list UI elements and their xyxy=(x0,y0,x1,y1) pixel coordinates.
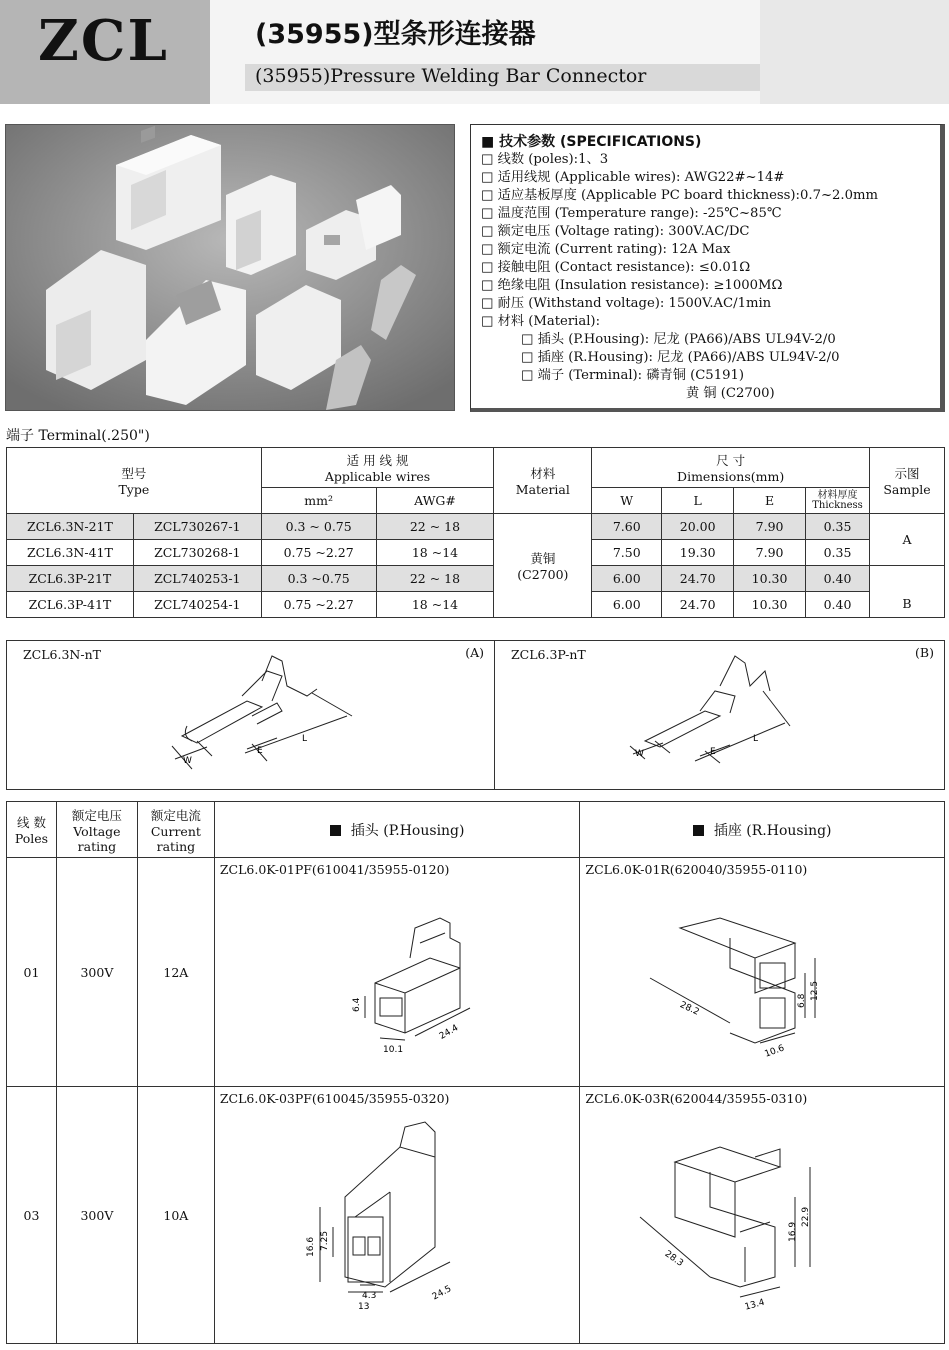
col-p-housing: 插头 (P.Housing) xyxy=(214,802,580,858)
page-title-en: (35955)Pressure Welding Bar Connector xyxy=(255,65,647,87)
spec-material-r-housing: □ 插座 (R.Housing): 尼龙 (PA66)/ABS UL94V-2/0 xyxy=(521,350,840,365)
dim-w-label: W xyxy=(183,756,192,766)
spec-insulation-resistance: □ 绝缘电阻 (Insulation resistance): ≥1000MΩ xyxy=(481,278,783,293)
terminal-b-drawing xyxy=(495,641,944,789)
drawing-terminal-a xyxy=(6,640,495,790)
dim-p3-h1: 16.6 xyxy=(305,1236,316,1257)
drawing-terminal-b xyxy=(494,640,945,790)
spec-material: □ 材料 (Material): xyxy=(481,314,601,329)
col-mm2: mm² xyxy=(261,488,376,514)
specifications-panel xyxy=(470,124,945,412)
spec-current: □ 额定电流 (Current rating): 12A Max xyxy=(481,242,731,257)
col-dimensions: 尺 寸 Dimensions(mm) xyxy=(592,448,870,488)
col-sample: 示图 Sample xyxy=(870,448,945,514)
dim-r3-l: 28.3 xyxy=(663,1249,686,1269)
spec-voltage: □ 额定电压 (Voltage rating): 300V.AC/DC xyxy=(481,224,750,239)
drawing-a-tag: (A) xyxy=(465,645,484,660)
dim-r1-w: 10.6 xyxy=(763,1043,787,1060)
table-row: ZCL6.3N-21T ZCL730267-1 0.3 ~ 0.75 22 ~ 18 黄铜 (C2700) 7.60 20.00 7.90 0.35 A xyxy=(7,514,945,540)
col-w: W xyxy=(592,488,662,514)
p-housing-03-label: ZCL6.0K-03PF(610045/35955-0320) xyxy=(219,1091,450,1106)
table-row: ZCL6.3P-41T ZCL740254-1 0.75 ~2.27 18 ~14 6.00 24.70 10.30 0.40 xyxy=(7,592,945,618)
spec-poles: □ 线数 (poles):1、3 xyxy=(481,152,609,167)
table-row: 01 300V 12A ZCL6.0K-01PF(610041/35955-0120) 6.4 10.1 24.4 ZCL6.0K-01R(620040/35955-0110) 28.2 10.6 6.8 12.5 xyxy=(7,858,945,1087)
col-voltage: 额定电压 Voltage rating xyxy=(56,802,137,858)
sample-b-cell: B xyxy=(870,566,945,618)
dim-e-label: E xyxy=(710,747,716,757)
dim-p3-l: 24.5 xyxy=(430,1284,454,1303)
spec-withstand-voltage: □ 耐压 (Withstand voltage): 1500V.AC/1min xyxy=(481,296,772,311)
col-material: 材料 Material xyxy=(494,448,592,514)
table-row: ZCL6.3P-21T ZCL740253-1 0.3 ~0.75 22 ~ 18 6.00 24.70 10.30 0.40 B xyxy=(7,566,945,592)
r-housing-01-cell xyxy=(580,858,945,1087)
p-housing-01-cell xyxy=(214,858,580,1087)
spec-temperature: □ 温度范围 (Temperature range): -25℃~85℃ xyxy=(481,206,782,221)
col-poles: 线 数 Poles xyxy=(7,802,57,858)
drawing-a-title: ZCL6.3N-nT xyxy=(23,647,101,662)
p-housing-03-drawing xyxy=(215,1087,581,1344)
terminal-section-title: 端子 Terminal(.250") xyxy=(6,428,150,444)
dim-w-label: W xyxy=(635,749,644,759)
p-housing-03-cell xyxy=(214,1087,580,1344)
dim-l-label: L xyxy=(302,734,308,744)
col-e: E xyxy=(734,488,806,514)
product-photo xyxy=(5,124,455,411)
p-housing-01-drawing xyxy=(215,858,581,1087)
p-housing-01-label: ZCL6.0K-01PF(610041/35955-0120) xyxy=(219,862,450,877)
r-housing-03-cell xyxy=(580,1087,945,1344)
table-row: ZCL6.3N-41T ZCL730268-1 0.75 ~2.27 18 ~14 7.50 19.30 7.90 0.35 xyxy=(7,540,945,566)
col-wires: 适 用 线 规 Applicable wires xyxy=(261,448,494,488)
r-housing-03-label: ZCL6.0K-03R(620044/35955-0310) xyxy=(585,1091,808,1106)
dim-p3-w1: 4.3 xyxy=(361,1291,377,1301)
spec-material-p-housing: □ 插头 (P.Housing): 尼龙 (PA66)/ABS UL94V-2/0 xyxy=(521,332,836,347)
col-thickness: 材料厚度 Thickness xyxy=(806,488,870,514)
dim-p3-w2: 13 xyxy=(357,1302,370,1312)
col-r-housing: 插座 (R.Housing) xyxy=(580,802,945,858)
dim-r3-h2: 22.9 xyxy=(801,1206,812,1227)
dim-l-label: L xyxy=(753,734,759,744)
dim-p1-w: 10.1 xyxy=(382,1045,403,1055)
col-awg: AWG# xyxy=(376,488,494,514)
spec-wires: □ 适用线规 (Applicable wires): AWG22#~14# xyxy=(481,170,785,185)
sample-a-cell: A xyxy=(870,514,945,566)
dim-p3-h2: 7.25 xyxy=(319,1230,330,1251)
page-title-cn: (35955)型条形连接器 xyxy=(255,19,536,50)
col-current: 额定电流 Current rating xyxy=(137,802,214,858)
col-l: L xyxy=(662,488,734,514)
col-type: 型号 Type xyxy=(7,448,262,514)
dim-r1-h1: 6.8 xyxy=(797,993,808,1008)
dim-r1-l: 28.2 xyxy=(678,1000,701,1018)
brand-logo: ZCL xyxy=(38,8,169,74)
housing-table xyxy=(6,801,945,1344)
drawing-b-tag: (B) xyxy=(915,645,934,660)
spec-material-terminal: □ 端子 (Terminal): 磷青铜 (C5191) xyxy=(521,368,745,383)
dim-p1-h: 6.4 xyxy=(351,997,362,1012)
dim-r1-h2: 12.5 xyxy=(810,980,821,1001)
r-housing-03-drawing xyxy=(580,1087,945,1344)
r-housing-01-label: ZCL6.0K-01R(620040/35955-0110) xyxy=(585,862,808,877)
terminal-a-drawing xyxy=(7,641,494,789)
header-band xyxy=(0,0,949,104)
dim-r3-h1: 16.9 xyxy=(788,1221,799,1242)
spec-material-brass: 黄 铜 (C2700) xyxy=(686,386,775,401)
connector-photo-illustration xyxy=(6,125,455,411)
material-cell: 黄铜 (C2700) xyxy=(494,514,592,618)
table-row: 03 300V 10A ZCL6.0K-03PF(610045/35955-0320) 16.6 7.25 4.3 13 24.5 ZCL6.0K-03R(620044/35955-0310) 28.3 13.4 16.9 22.9 xyxy=(7,1087,945,1344)
spec-contact-resistance: □ 接触电阻 (Contact resistance): ≤0.01Ω xyxy=(481,260,751,275)
header-right-panel xyxy=(760,0,949,104)
drawing-b-title: ZCL6.3P-nT xyxy=(511,647,586,662)
terminal-table xyxy=(6,447,945,618)
specifications-heading: ■ 技术参数 (SPECIFICATIONS) xyxy=(481,134,702,150)
r-housing-01-drawing xyxy=(580,858,945,1087)
dim-r3-w: 13.4 xyxy=(744,1297,767,1313)
dim-p1-l: 24.4 xyxy=(437,1023,461,1042)
spec-pcb-thickness: □ 适应基板厚度 (Applicable PC board thickness):0.7~2.0mm xyxy=(481,188,879,203)
dim-e-label: E xyxy=(257,746,263,756)
